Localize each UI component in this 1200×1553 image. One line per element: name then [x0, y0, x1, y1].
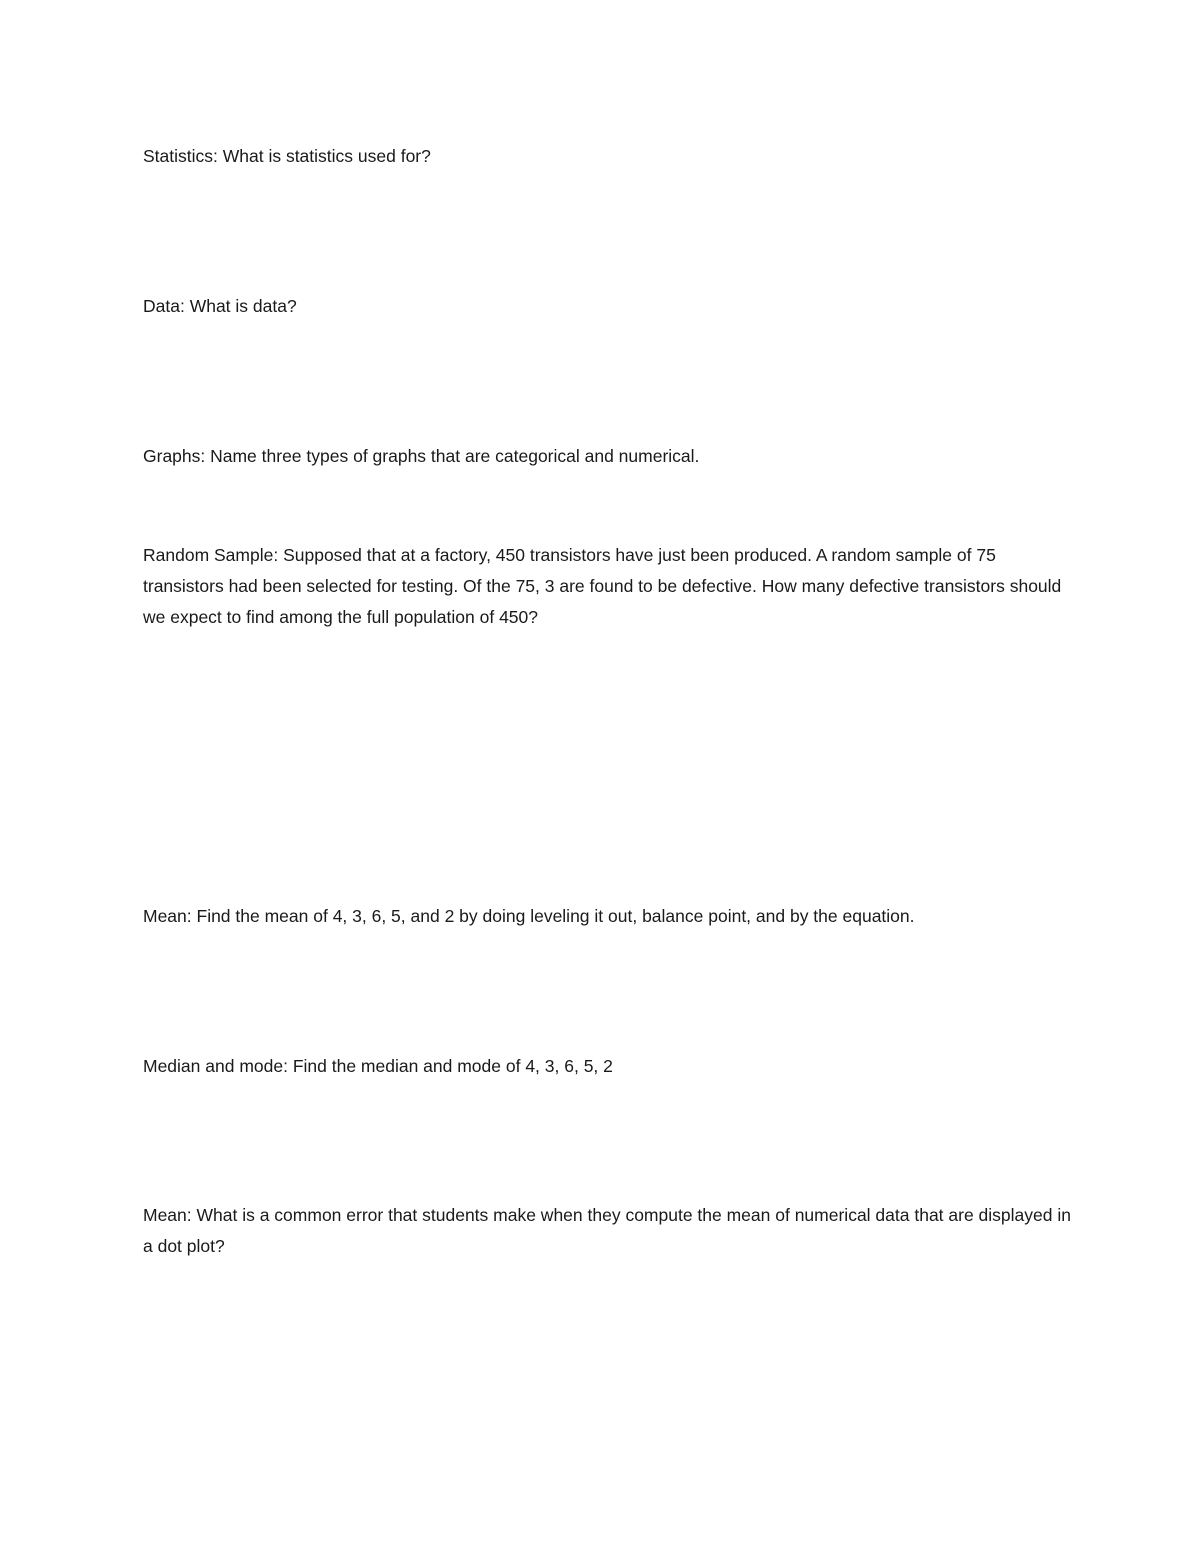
- question-random-sample: Random Sample: Supposed that at a factory, 450 transistors have just been produced. A random sample of 75 transistors had been selected for testing. Of the 75, 3 are found to be defective. How many defective transistors should we expect to find among the full population of 450?: [143, 545, 1062, 627]
- question-graphs: Graphs: Name three types of graphs that are categorical and numerical.: [143, 446, 700, 466]
- question-statistics: Statistics: What is statistics used for?: [143, 146, 431, 166]
- question-data: Data: What is data?: [143, 296, 297, 316]
- question-mean-methods: Mean: Find the mean of 4, 3, 6, 5, and 2 by doing leveling it out, balance point, and by the equation.: [143, 906, 915, 926]
- question-mean-common-error: Mean: What is a common error that students make when they compute the mean of numerical data that are displayed in a dot plot?: [143, 1205, 1071, 1256]
- question-median-mode: Median and mode: Find the median and mode of 4, 3, 6, 5, 2: [143, 1056, 613, 1076]
